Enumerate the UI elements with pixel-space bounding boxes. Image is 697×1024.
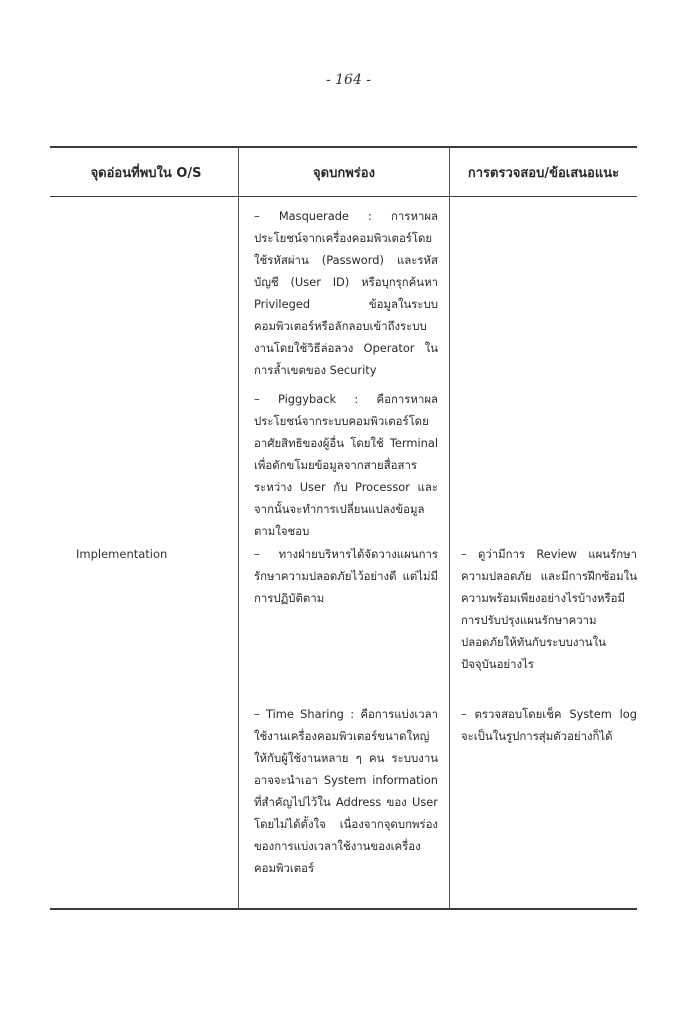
table-header-divider	[50, 196, 637, 197]
recommendation-review-plan: – ดูว่ามีการ Review แผนรักษาความปลอดภัย และมีการฝึกซ้อมในความพร้อมเพียงอย่างไรบ้างหรือมีการปรับปรุงแผนรักษาความปลอดภัยให้ทันกับระบบงานในปัจจุบันอย่างไร	[461, 547, 637, 671]
column-divider-1	[238, 147, 239, 909]
recommendation-system-log: – ตรวจสอบโดยเช็ค System log จะเป็นในรูปการสุ่มตัวอย่างก็ได้	[461, 707, 637, 743]
table-top-border	[50, 146, 637, 148]
page-number: - 164 -	[325, 72, 372, 88]
weakness-piggyback: – Piggyback : คือการหาผลประโยชน์จากระบบคอมพิวเตอร์โดยอาศัยสิทธิของผู้อื่น โดยใช้ Terminal เพื่อดักขโมยข้อมูลจากสายสื่อสารระหว่าง User กับ Processor และจากนั้นจะทำการเปลี่ยนแปลงข้อมูลตามใจชอบ	[254, 392, 438, 538]
table-bottom-border	[50, 908, 637, 910]
weakness-management-plan: – ทางฝ่ายบริหารได้จัดวางแผนการรักษาความปลอดภัยไว้อย่างดี แต่ไม่มีการปฏิบัติตาม	[254, 547, 438, 605]
weakness-masquerade: – Masquerade : การหาผลประโยชน์จากเครื่องคอมพิวเตอร์โดยใช้รหัสผ่าน (Password) และรหัสบัญชี (User ID) หรือบุกรุกค้นหา Privileged ข้อมูลในระบบคอมพิวเตอร์หรือลักลอบเข้าถึงระบบงานโดยใช้วิธีล่อลวง Operator ในการล้ำเขตของ Security	[254, 209, 438, 377]
header-weakness-found: จุดอ่อนที่พบใน O/S	[90, 166, 202, 181]
header-deficiency: จุดบกพร่อง	[313, 166, 375, 181]
column-divider-2	[449, 147, 450, 909]
header-audit-recommendation: การตรวจสอบ/ข้อเสนอแนะ	[467, 166, 620, 181]
weakness-time-sharing: – Time Sharing : คือการแบ่งเวลาใช้งานเครื่องคอมพิวเตอร์ขนาดใหญ่ให้กับผู้ใช้งานหลาย ๆ คน ระบบงานอาจจะนำเอา System information ที่สำคัญไปไว้ใน Address ของ User โดยไม่ได้ตั้งใจ เนื่องจากจุดบกพร่องของการแบ่งเวลาใช้งานของเครื่องคอมพิวเตอร์	[254, 707, 438, 875]
category-implementation: Implementation	[76, 547, 168, 561]
